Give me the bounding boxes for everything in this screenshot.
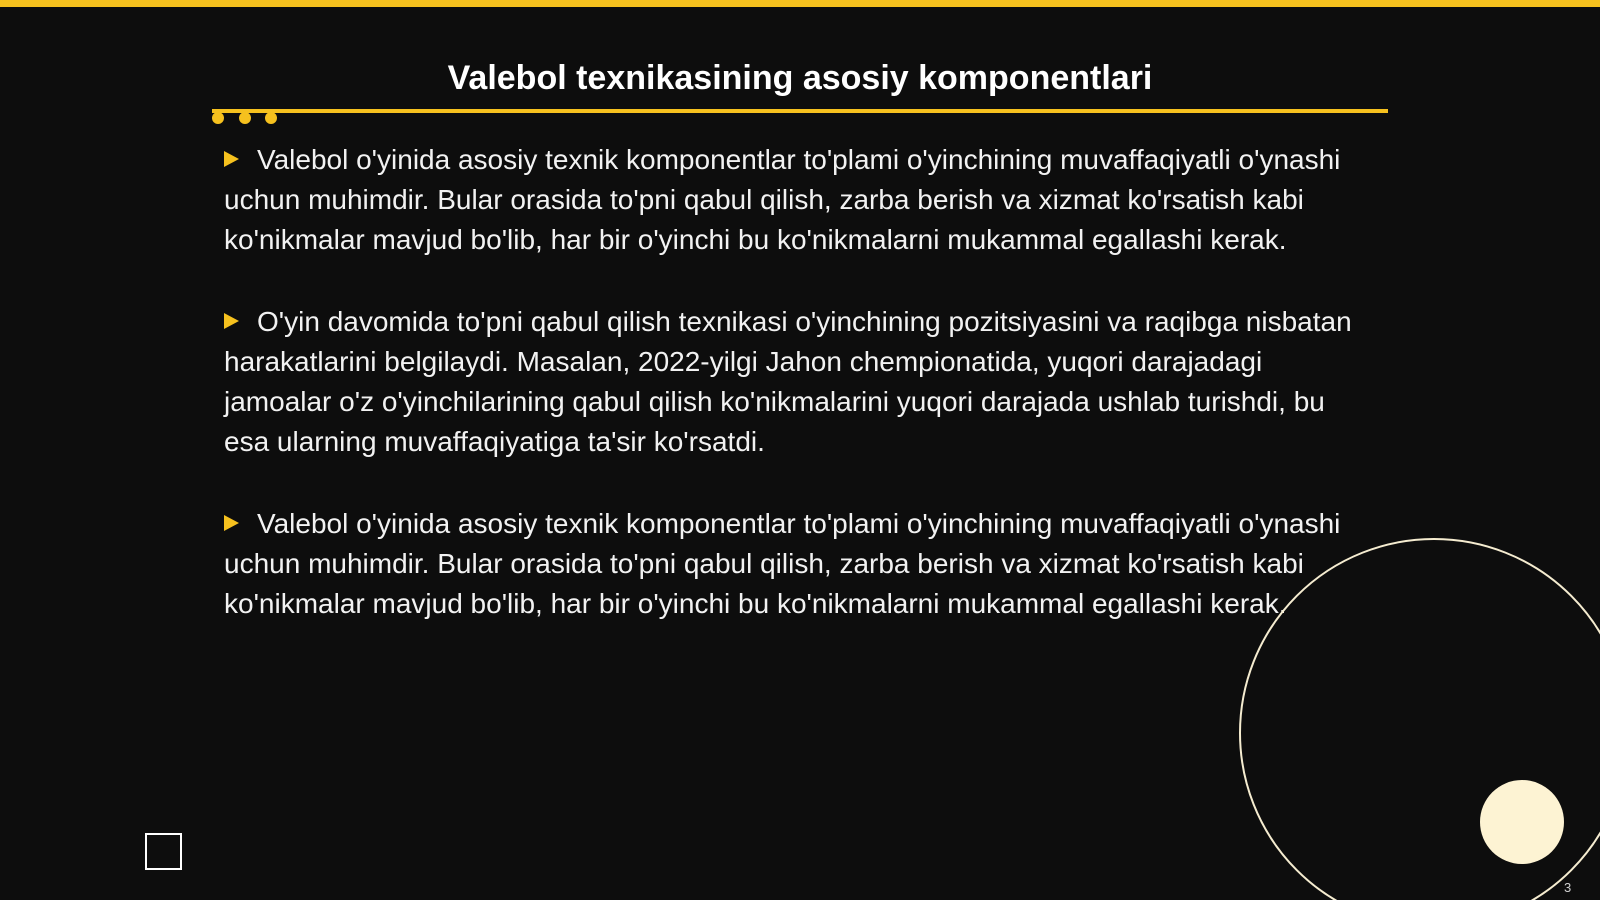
bullet-paragraph xyxy=(224,302,1354,462)
bullet-paragraph xyxy=(224,140,1354,260)
decor-dot xyxy=(265,112,277,124)
triangle-right-icon xyxy=(224,151,239,167)
decor-dot xyxy=(212,112,224,124)
top-accent-bar xyxy=(0,0,1600,7)
decor-circle-filled xyxy=(1480,780,1564,864)
page-number: 3 xyxy=(1564,880,1572,895)
decor-square xyxy=(145,833,182,870)
triangle-right-icon xyxy=(224,313,239,329)
bullet-text: O'yin davomida to'pni qabul qilish texnikasi o'yinchining pozitsiyasini va raqibga nisbatan harakatlarini belgilaydi. Masalan, 2022-yilgi Jahon chempionatida, yuqori darajadagi jamoalar o'z o'yinchilarining qabul qilish ko'nikmalarini yuqori darajada ushlab turishdi, bu esa ularning muvaffaqiyatiga ta'sir ko'rsatdi. xyxy=(224,306,1352,457)
bullet-paragraph xyxy=(224,504,1354,624)
slide-title: Valebol texnikasining asosiy komponentlari xyxy=(447,59,1153,97)
triangle-right-icon xyxy=(224,515,239,531)
title-underline xyxy=(212,109,1388,113)
decor-dot xyxy=(239,112,251,124)
bullet-list xyxy=(224,140,1354,666)
bullet-text: Valebol o'yinida asosiy texnik komponentlar to'plami o'yinchining muvaffaqiyatli o'ynashi uchun muhimdir. Bular orasida to'pni qabul qilish, zarba berish va xizmat ko'rsatish kabi ko'nikmalar mavjud bo'lib, har bir o'yinchi bu ko'nikmalarni mukammal egallashi kerak. xyxy=(224,144,1341,255)
bullet-text: Valebol o'yinida asosiy texnik komponentlar to'plami o'yinchining muvaffaqiyatli o'ynashi uchun muhimdir. Bular orasida to'pni qabul qilish, zarba berish va xizmat ko'rsatish kabi ko'nikmalar mavjud bo'lib, har bir o'yinchi bu ko'nikmalarni mukammal egallashi kerak. xyxy=(224,508,1341,619)
